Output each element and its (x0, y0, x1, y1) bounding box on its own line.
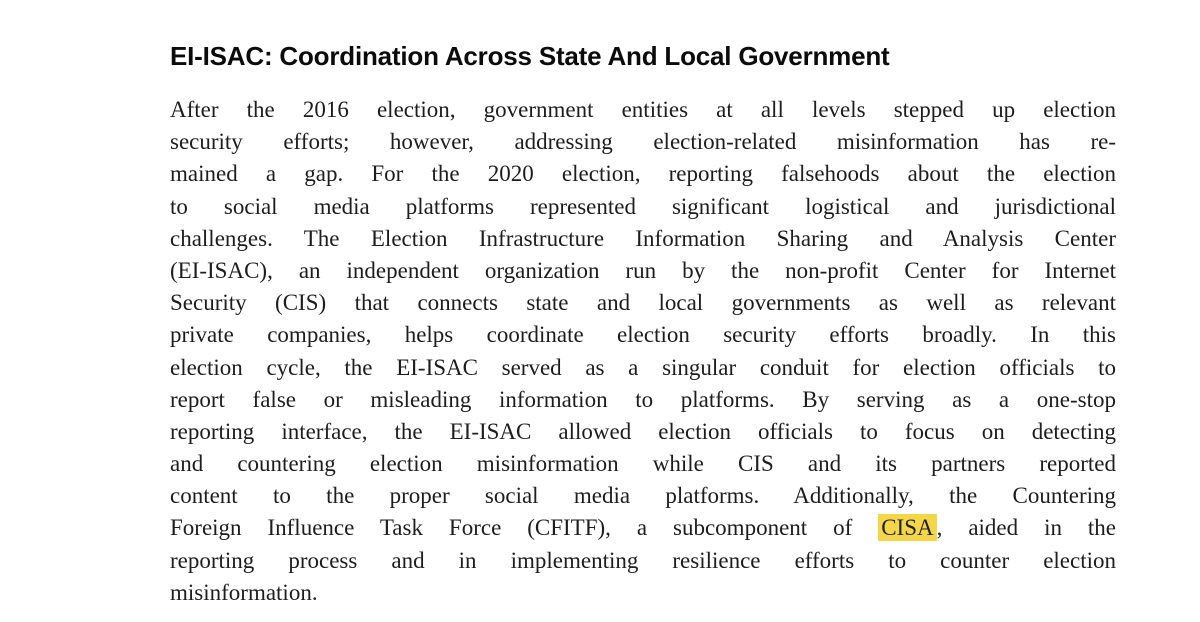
text-line: report false or misleading information to platforms. By serving as a one-stop (170, 386, 1116, 412)
text-block (170, 42, 1116, 609)
text-line: challenges. The Election Infrastructure Information Sharing and Analysis Center (170, 225, 1116, 251)
text-line: misinformation. (170, 579, 318, 605)
section-heading: EI-ISAC: Coordination Across State And Local Government (170, 41, 890, 71)
text-line: (EI-ISAC), an independent organization run by the non-profit Center for Internet (170, 257, 1116, 283)
text-line: and countering election misinformation while CIS and its partners reported (170, 451, 1116, 477)
text-line: mained a gap. For the 2020 election, reporting falsehoods about the election (170, 161, 1116, 187)
text-line: security efforts; however, addressing election-related misinformation has re- (170, 129, 1116, 155)
text-line: election cycle, the EI-ISAC served as a singular conduit for election officials to (170, 354, 1116, 380)
highlighted-term: CISA (878, 514, 936, 541)
text-line-with-highlight (170, 512, 1116, 544)
text-line: reporting interface, the EI-ISAC allowed election officials to focus on detecting (170, 418, 1116, 444)
text-line: reporting process and in implementing resilience efforts to counter election (170, 547, 1116, 573)
text-line: to social media platforms represented significant logistical and jurisdictional (170, 193, 1116, 219)
text-line: private companies, helps coordinate election security efforts broadly. In this (170, 322, 1116, 348)
text-line: After the 2016 election, government entities at all levels stepped up election (170, 97, 1116, 122)
text-segment: , aided in the (936, 515, 1117, 541)
text-segment: Foreign Influence Task Force (CFITF), a subcomponent of (170, 515, 879, 541)
text-line: content to the proper social media platforms. Additionally, the Countering (170, 483, 1116, 509)
body-paragraph (170, 94, 1116, 609)
text-line: Security (CIS) that connects state and local governments as well as relevant (170, 290, 1116, 316)
